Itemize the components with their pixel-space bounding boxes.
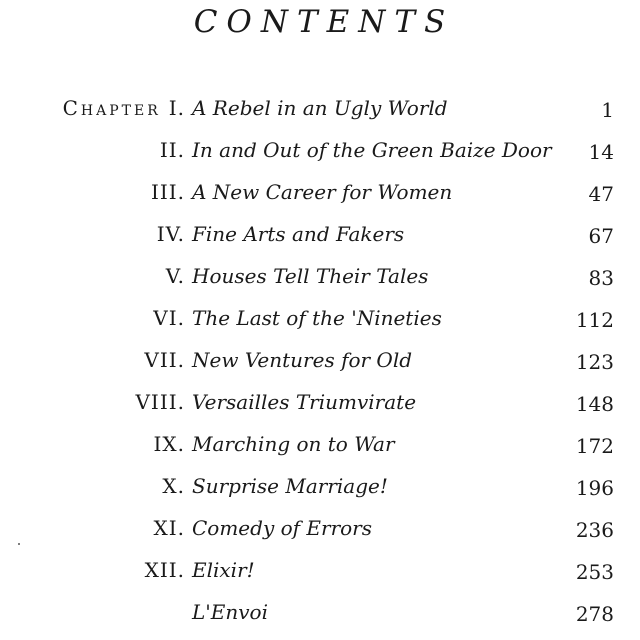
toc-entry-8 <box>0 386 640 428</box>
chapter-numeral: XII. <box>144 558 185 582</box>
toc-entry-4 <box>0 218 640 260</box>
chapter-title: A Rebel in an Ugly World <box>192 96 448 120</box>
chapter-label <box>157 222 185 246</box>
chapter-numeral: III. <box>150 180 185 204</box>
chapter-label <box>144 348 185 372</box>
chapter-title: Surprise Marriage! <box>192 474 388 498</box>
chapter-title: Marching on to War <box>192 432 395 456</box>
chapter-label <box>162 474 185 498</box>
chapter-label <box>145 558 185 582</box>
chapter-title: The Last of the 'Nineties <box>192 306 442 330</box>
toc-entry-3 <box>0 176 640 218</box>
page-number: 67 <box>588 224 614 248</box>
chapter-title: New Ventures for Old <box>192 348 413 372</box>
toc-entry-5 <box>0 260 640 302</box>
page-number: 253 <box>575 560 614 584</box>
page-number: 47 <box>588 182 614 206</box>
page-number: 1 <box>601 98 614 122</box>
chapter-numeral: I. <box>168 96 185 120</box>
page-title: CONTENTS <box>193 4 455 40</box>
table-of-contents <box>0 92 640 638</box>
page-number: 278 <box>575 602 614 626</box>
chapter-numeral: VI. <box>153 306 185 330</box>
page-number: 148 <box>575 392 614 416</box>
chapter-title: Fine Arts and Fakers <box>192 222 405 246</box>
toc-entry-7 <box>0 344 640 386</box>
toc-entry-9 <box>0 428 640 470</box>
chapter-title: L'Envoi <box>192 600 268 624</box>
toc-entry-1 <box>0 92 640 134</box>
chapter-label <box>154 516 186 540</box>
chapter-title: A New Career for Women <box>192 180 453 204</box>
toc-entry-2 <box>0 134 640 176</box>
chapter-numeral: V. <box>165 264 185 288</box>
chapter-numeral: II. <box>159 138 185 162</box>
toc-entry-6 <box>0 302 640 344</box>
chapter-numeral: VII. <box>144 348 185 372</box>
chapter-label <box>154 432 186 456</box>
chapter-label <box>63 96 185 120</box>
chapter-label <box>153 306 185 330</box>
chapter-title: Elixir! <box>192 558 255 582</box>
toc-entry-11 <box>0 512 640 554</box>
chapter-numeral: X. <box>162 474 185 498</box>
chapter-numeral: XI. <box>153 516 185 540</box>
toc-entry-12 <box>0 554 640 596</box>
chapter-numeral: IV. <box>156 222 185 246</box>
chapter-label <box>166 264 185 288</box>
chapter-title: In and Out of the Green Baize Door <box>192 138 552 162</box>
chapter-label <box>135 390 185 414</box>
page-number: 123 <box>575 350 614 374</box>
page-number: 172 <box>575 434 614 458</box>
chapter-label <box>160 138 185 162</box>
chapter-numeral: IX. <box>153 432 185 456</box>
page-number: 14 <box>588 140 614 164</box>
chapter-numeral: VIII. <box>135 390 185 414</box>
page-number: 112 <box>575 308 614 332</box>
page-number: 83 <box>588 266 614 290</box>
chapter-title: Houses Tell Their Tales <box>192 264 429 288</box>
toc-entry-10 <box>0 470 640 512</box>
chapter-title: Comedy of Errors <box>192 516 372 540</box>
paper-speck <box>18 543 20 545</box>
chapter-word: Chapter <box>62 96 161 120</box>
page-number: 236 <box>575 518 614 542</box>
page-number: 196 <box>575 476 614 500</box>
chapter-label <box>151 180 185 204</box>
toc-entry-13 <box>0 596 640 638</box>
chapter-title: Versailles Triumvirate <box>192 390 417 414</box>
